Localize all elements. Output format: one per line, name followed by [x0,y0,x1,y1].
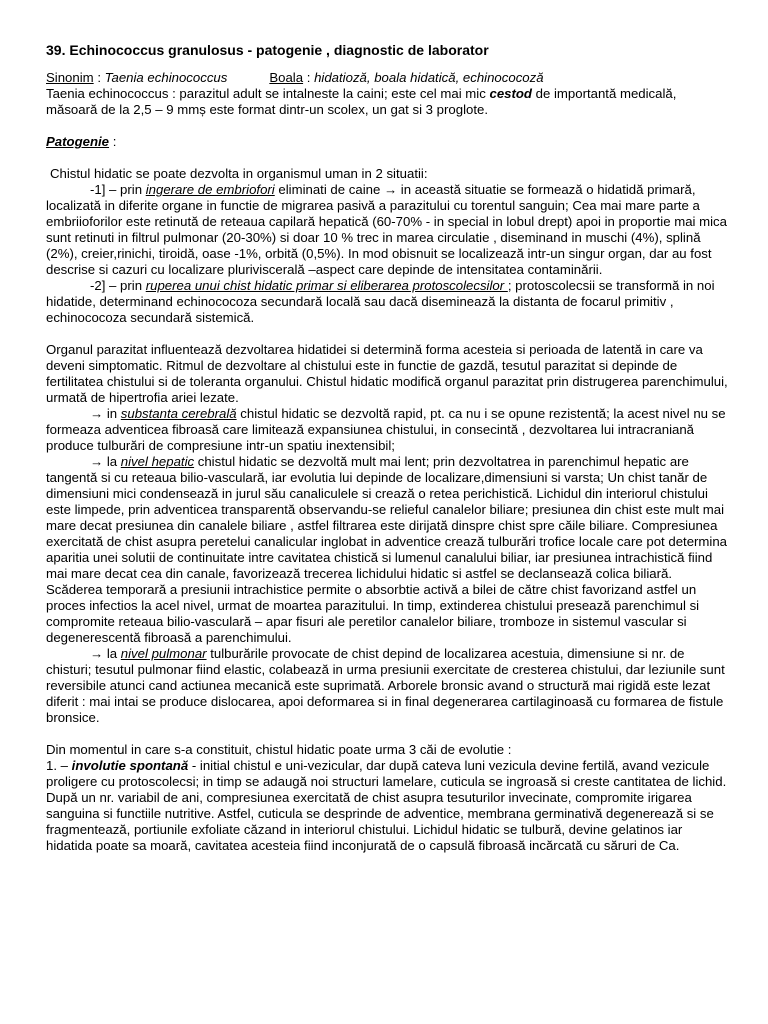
patogenie-label: Patogenie [46,134,110,149]
evolution-1 [46,758,728,854]
situation-1-prefix: -1] – prin [90,182,146,197]
pulmonar-text: tulburările provocate de chist depind de localizarea acestuia, dimensiune si nr. de chisturi; tesutul pulmonar fiind elastic, colabează in urma presiunii exercitate de cresterea chistului, dar leziunile sunt reversibile atunci cand actiunea mecanică este suprimată. Arborele bronsic avand o structură mai rigidă este lezat diferit : mai intai se produce dislocarea, apoi deformarea si in final degenerarea cartilaginoasă cu formarea de fistule bronsice. [46,646,725,725]
situation-1-text: eliminati de caine → in această situatie se formează o hidatidă primară, localizată in diferite organe in functie de migrarea pasivă a parazitului cu torentul sanguin; Cea mai mare parte a embriioforilor este retinută de reteaua capilară hepatică (60-70% - in special in lobul drept) apoi in proportie mai mica sunt retinuti in filtrul pulmonar (20-30%) si doar 10 % trec in marea circulatie , diseminand in muschi (4%), splină (2%), creier,rinichi, tiroidă, oase -1%, orbită (0,5%). In mod obisnuit se localizează intr-un singur organ, dar au fost descrise si cazuri cu localizare pluriviscerală –aspect care depinde de intensitatea contaminării. [46,182,727,277]
hepatic-term: nivel hepatic [120,454,195,469]
pulmonar-term: nivel pulmonar [120,646,207,661]
cerebral-paragraph [46,406,728,454]
situations-intro: Chistul hidatic se poate dezvolta in organismul uman in 2 situatii: [50,166,428,181]
intro-text-after: de importantă medicală, măsoară de la 2,5 – 9 mmș este format dintr-un scolex, un gat si 3 proglote. [46,86,677,117]
patogenie-heading [46,134,728,150]
situation-2 [46,278,728,326]
situation-2-prefix: -2] – prin [90,278,146,293]
synonym-label: Sinonim [46,70,94,85]
hepatic-prefix: → la [90,454,121,469]
evolution-1-label: involutie spontană [71,758,189,773]
hepatic-paragraph [46,454,728,646]
document-title: 39. Echinococcus granulosus - patogenie , diagnostic de laborator [46,42,489,58]
disease-value: hidatioză, boala hidatică, echinococoză [314,70,544,85]
evolution-1-text: - initial chistul e uni-vezicular, dar după cateva luni vezicula devine fertilă, avand vezicule proligere cu protoscolecsi; in timp se adaugă noi structuri lamelare, cuticula se ingroasă si creste cantitatea de lichid. După un nr. variabil de ani, compresiunea exercitată de chist asupra tesuturilor invecinate, compromite irigarea sanguina si functiile nutritive. Astfel, cuticula se desprinde de adventice, membrana germinativă degenerează si se fragmentează, portiunile exfoliate căzand in interiorul chistului. Lichidul hidatic se tulbură, devine gelatinos iar hidatida poate sa moară, cavitatea acesteia fiind inconjurată de o capsulă fibroasă incărcată cu săruri de Ca. [46,758,727,853]
cerebral-text: chistul hidatic se dezvoltă rapid, pt. ca nu i se opune rezistentă; la acest nivel nu se formeaza adventicea fibroasă care limitează expansiunea chistului, in consecintă , dezvoltarea lui intracraniană produce tulburări de compresiune intr-un spatiu inextensibil; [46,406,726,453]
pulmonar-prefix: → la [90,646,121,661]
evolution-1-prefix: 1. – [46,758,72,773]
situation-2-term: ruperea unui chist hidatic primar si eliberarea protoscolecsilor [145,278,508,293]
patogenie-after: : [109,134,117,149]
situation-1-term: ingerare de embriofori [145,182,275,197]
cerebral-prefix: → in [90,406,121,421]
disease-label: Boala [269,70,304,85]
situation-2-text: ; protoscolecsii se transformă in noi hidatide, determinand echinococoza secundară locală sau dacă diseminează la distanta de focarul primitiv , echinococoza secundară sistemică. [46,278,715,325]
intro-bold-term: cestod [489,86,532,101]
hepatic-text: chistul hidatic se dezvoltă mult mai lent; prin dezvoltatrea in parenchimul hepatic are tangentă si cu reteaua bilio-vasculară, iar evolutia lui depinde de localizare,dimensiuni si varsta; Un chist tanăr de dimensiuni mici condensează in jurul său canaliculele si crează o retea perichistică. Lichidul din interiorul chistului este limpede, prin adventicea transparentă observandu-se relieful canalelor biliare; presiunea din chist este mult mai mare decat presiunea din canalele biliare , astfel filtrarea este dirijată dinspre chist spre căile biliare. Compresiunea exercitată de chist asupra peretelui canalicular inglobat in adventice crează tulburări trofice locale care pot determina aparitia unei solutii de continuitate intre cavitatea chistică si lumenul canalului biliar, iar presiunea intrachistică fiind mai mare decat cea din canale, favorizează trecerea lichidului hidatic si astfel se declansează colica biliară. Scăderea temporară a presiunii intrachistice permite o absorbtie activă a bilei de către chist favorizand astfel un proces infectios la acel nivel, urmat de moartea parazitului. In timp, extinderea chistului presează parenchimul si compromite reteaua bilio-vasculară – apar fisuri ale peretilor canalelor biliare, tromboze in sistemul vascular si degenerescentă fibroasă a parenchimului. [46,454,727,645]
intro-paragraph [46,86,728,118]
disease-sep: : [303,70,315,85]
synonym-line [46,70,728,86]
situation-1 [46,182,728,278]
synonym-sep: : [93,70,105,85]
organ-paragraph: Organul parazitat influentează dezvoltarea hidatidei si determină forma acesteia si perioada de latentă in care va deveni simptomatic. Ritmul de dezvoltare al chistului este in functie de gazdă, tesutul parazitat si depinde de fertilitatea chistului si de toleranta organului. Chistul hidatic modifică organul parazitat prin distrugerea parenchimului, urmată de hipertrofia ariei lezate. [46,342,728,405]
evolution-intro: Din momentul in care s-a constituit, chistul hidatic poate urma 3 căi de evolutie : [46,742,512,757]
intro-text-before: Taenia echinococcus : parazitul adult se intalneste la caini; este cel mai mic [46,86,490,101]
synonym-value: Taenia echinococcus [104,70,228,85]
pulmonar-paragraph [46,646,728,726]
cerebral-term: substanta cerebrală [120,406,237,421]
